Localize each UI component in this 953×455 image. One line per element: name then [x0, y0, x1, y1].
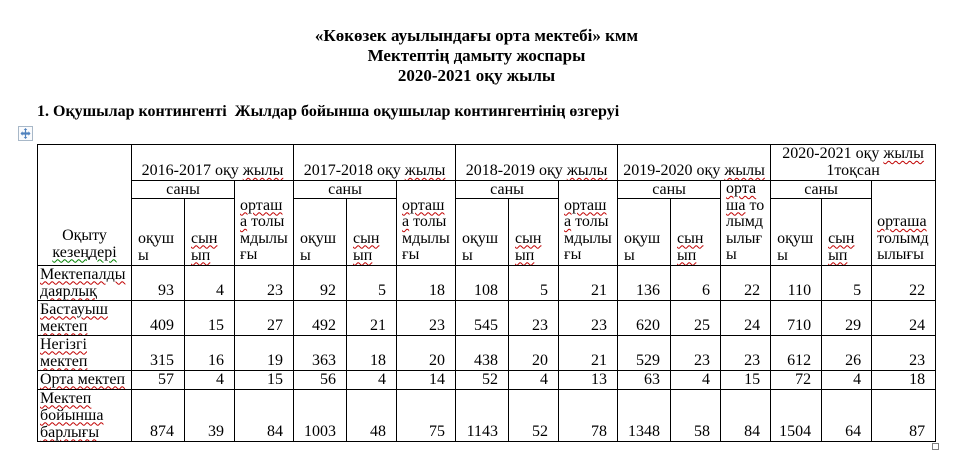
classes-header-cell[interactable] [509, 199, 559, 265]
row-label: Негізгі мектеп [40, 335, 88, 370]
classes-label: сынып [515, 229, 542, 264]
classes-label: сынып [677, 229, 704, 264]
value-cell[interactable]: 58 [671, 389, 721, 441]
value-cell[interactable]: 529 [618, 335, 671, 370]
students-label: оқушы [300, 229, 337, 264]
value-cell[interactable]: 84 [721, 389, 771, 441]
table-row [38, 300, 936, 335]
count-header-cell[interactable] [771, 181, 872, 199]
value-cell[interactable]: 75 [397, 389, 456, 441]
count-label: саны [166, 181, 200, 199]
value-cell[interactable]: 52 [456, 370, 509, 389]
students-label: оқушы [624, 229, 661, 264]
count-header-cell[interactable] [294, 181, 397, 199]
value-cell[interactable]: 64 [822, 389, 872, 441]
avg-label: орташа толымдылығы [726, 180, 765, 263]
value-cell[interactable]: 108 [456, 265, 509, 300]
year-sublabel: 1тоқсан [826, 162, 880, 179]
year-label: 2016-2017 оқу жылы [141, 162, 284, 179]
value-cell[interactable]: 19 [235, 335, 294, 370]
value-cell[interactable]: 438 [456, 335, 509, 370]
table-row [38, 335, 936, 370]
value-cell[interactable]: 78 [559, 389, 618, 441]
classes-label: сынып [191, 229, 218, 264]
value-cell[interactable]: 4 [671, 370, 721, 389]
title-line-2[interactable]: Мектептің дамыту жоспары [367, 46, 586, 65]
year-header-cell-2016-2017[interactable] [132, 145, 294, 181]
value-cell[interactable]: 20 [397, 335, 456, 370]
value-cell[interactable]: 87 [872, 389, 936, 441]
value-cell[interactable]: 72 [771, 370, 822, 389]
corner-header-cell[interactable] [38, 145, 132, 266]
value-cell[interactable]: 5 [509, 265, 559, 300]
value-cell[interactable]: 23 [235, 265, 294, 300]
value-cell[interactable]: 18 [397, 265, 456, 300]
value-cell[interactable]: 14 [397, 370, 456, 389]
table-row [38, 389, 936, 441]
value-cell[interactable]: 136 [618, 265, 671, 300]
value-cell[interactable]: 4 [185, 265, 235, 300]
value-cell[interactable]: 84 [235, 389, 294, 441]
value-cell[interactable]: 545 [456, 300, 509, 335]
corner-header-label: Оқыту кезеңдері [52, 226, 117, 261]
row-label: Орта мектеп [40, 370, 126, 388]
document-title [0, 26, 953, 86]
row-label-cell[interactable] [38, 265, 132, 300]
table-move-handle[interactable] [18, 126, 33, 141]
avg-label: орташа толымдылығы [402, 196, 450, 263]
value-cell[interactable]: 110 [771, 265, 822, 300]
value-cell[interactable]: 23 [559, 300, 618, 335]
value-cell[interactable]: 315 [132, 335, 185, 370]
value-cell[interactable]: 29 [822, 300, 872, 335]
value-cell[interactable]: 24 [721, 300, 771, 335]
count-label: саны [804, 181, 838, 199]
value-cell[interactable]: 1348 [618, 389, 671, 441]
value-cell[interactable]: 93 [132, 265, 185, 300]
table-body [38, 265, 936, 441]
value-cell[interactable]: 363 [294, 335, 347, 370]
value-cell[interactable]: 21 [347, 300, 397, 335]
move-arrows-icon [20, 128, 31, 139]
year-header-cell-2019-2020[interactable] [618, 145, 771, 181]
classes-header-cell[interactable] [822, 199, 872, 265]
value-cell[interactable]: 25 [671, 300, 721, 335]
value-cell[interactable]: 874 [132, 389, 185, 441]
count-header-row [38, 181, 936, 199]
value-cell[interactable]: 56 [294, 370, 347, 389]
students-header-cell[interactable] [456, 199, 509, 265]
value-cell[interactable]: 27 [235, 300, 294, 335]
value-cell[interactable]: 492 [294, 300, 347, 335]
value-cell[interactable]: 15 [235, 370, 294, 389]
value-cell[interactable]: 18 [347, 335, 397, 370]
value-cell[interactable]: 22 [872, 265, 936, 300]
value-cell[interactable]: 92 [294, 265, 347, 300]
value-cell[interactable]: 1143 [456, 389, 509, 441]
students-label: оқушы [138, 229, 175, 264]
value-cell[interactable]: 39 [185, 389, 235, 441]
year-label: 2019-2020 оқу жылы [623, 162, 765, 179]
year-header-cell-2020-2021[interactable] [771, 145, 936, 181]
value-cell[interactable]: 23 [721, 335, 771, 370]
classes-header-cell[interactable] [185, 199, 235, 265]
count-label: саны [490, 181, 524, 199]
table-row [38, 265, 936, 300]
classes-label: сынып [828, 229, 855, 264]
avg-header-cell[interactable] [872, 181, 936, 266]
value-cell[interactable]: 57 [132, 370, 185, 389]
avg-header-cell[interactable] [397, 181, 456, 266]
value-cell[interactable]: 63 [618, 370, 671, 389]
students-header-cell[interactable] [618, 199, 671, 265]
value-cell[interactable]: 1504 [771, 389, 822, 441]
value-cell[interactable]: 18 [872, 370, 936, 389]
year-header-row [38, 145, 936, 181]
value-cell[interactable]: 612 [771, 335, 822, 370]
value-cell[interactable]: 16 [185, 335, 235, 370]
avg-header-cell[interactable] [721, 181, 771, 266]
value-cell[interactable]: 6 [671, 265, 721, 300]
value-cell[interactable]: 21 [559, 265, 618, 300]
value-cell[interactable]: 48 [347, 389, 397, 441]
table-resize-handle[interactable] [932, 443, 939, 450]
value-cell[interactable]: 4 [822, 370, 872, 389]
row-label-cell[interactable] [38, 335, 132, 370]
row-label: Бастауыш мектеп [40, 300, 108, 335]
avg-label: орташа толымдылығы [877, 213, 929, 263]
table-row [38, 370, 936, 389]
students-label: оқушы [462, 229, 499, 264]
year-header-cell-2017-2018[interactable] [294, 145, 456, 181]
students-header-cell[interactable] [771, 199, 822, 265]
value-cell[interactable]: 4 [347, 370, 397, 389]
value-cell[interactable]: 24 [872, 300, 936, 335]
value-cell[interactable]: 52 [509, 389, 559, 441]
contingent-table [37, 144, 936, 442]
avg-header-cell[interactable] [559, 181, 618, 266]
value-cell[interactable]: 15 [721, 370, 771, 389]
year-header-cell-2018-2019[interactable] [456, 145, 618, 181]
value-cell[interactable]: 620 [618, 300, 671, 335]
avg-label: орташа толымдылығы [564, 196, 612, 263]
value-cell[interactable]: 1003 [294, 389, 347, 441]
title-line-3[interactable]: 2020-2021 оқу жылы [397, 66, 556, 85]
count-label: саны [652, 181, 686, 199]
count-label: саны [328, 181, 362, 199]
value-cell[interactable]: 23 [397, 300, 456, 335]
row-label-cell[interactable] [38, 389, 132, 441]
count-header-cell[interactable] [618, 181, 721, 199]
classes-label: сынып [353, 229, 380, 264]
value-cell[interactable]: 5 [347, 265, 397, 300]
avg-header-cell[interactable] [235, 181, 294, 266]
value-cell[interactable]: 409 [132, 300, 185, 335]
value-cell[interactable]: 5 [822, 265, 872, 300]
value-cell[interactable]: 23 [671, 335, 721, 370]
avg-label: орташа толымдылығы [240, 196, 288, 263]
classes-header-cell[interactable] [347, 199, 397, 265]
row-label-cell[interactable] [38, 370, 132, 389]
classes-header-cell[interactable] [671, 199, 721, 265]
value-cell[interactable]: 21 [559, 335, 618, 370]
row-label: Мектепалды даярлық [40, 265, 126, 300]
subcolumn-header-row [38, 199, 936, 265]
value-cell[interactable]: 710 [771, 300, 822, 335]
title-line-1[interactable]: «Көкөзек ауылындағы орта мектебі» кмм [314, 26, 639, 45]
year-label: 2020-2021 оқу жылы [782, 145, 924, 162]
year-label: 2018-2019 оқу жылы [465, 162, 608, 179]
section-heading[interactable]: 1. Оқушылар контингенті Жылдар бойынша оқушылар контингентінің өзгеруі [37, 103, 620, 120]
count-header-cell[interactable] [132, 181, 235, 199]
value-cell[interactable]: 4 [509, 370, 559, 389]
value-cell[interactable]: 23 [509, 300, 559, 335]
students-label: оқушы [777, 229, 814, 264]
value-cell[interactable]: 22 [721, 265, 771, 300]
students-header-cell[interactable] [132, 199, 185, 265]
count-header-cell[interactable] [456, 181, 559, 199]
value-cell[interactable]: 23 [872, 335, 936, 370]
value-cell[interactable]: 4 [185, 370, 235, 389]
year-label: 2017-2018 оқу жылы [303, 162, 446, 179]
value-cell[interactable]: 26 [822, 335, 872, 370]
row-label-cell[interactable] [38, 300, 132, 335]
students-header-cell[interactable] [294, 199, 347, 265]
value-cell[interactable]: 13 [559, 370, 618, 389]
row-label: Мектеп бойынша барлығы [40, 389, 104, 441]
value-cell[interactable]: 15 [185, 300, 235, 335]
value-cell[interactable]: 20 [509, 335, 559, 370]
